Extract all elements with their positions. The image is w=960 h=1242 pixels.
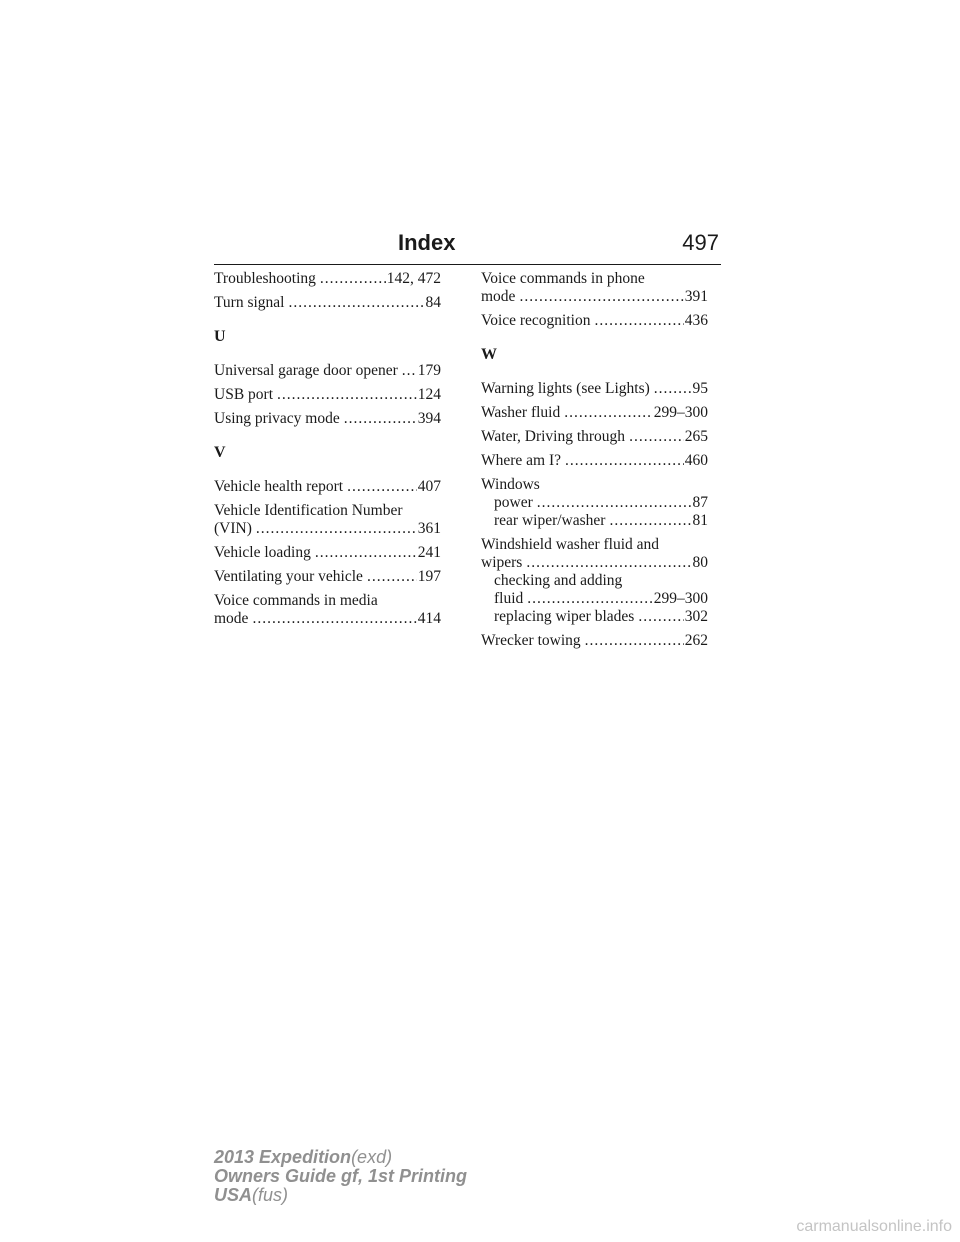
entry-page: 299–300 [653, 404, 708, 421]
entry-page: 414 [417, 610, 441, 627]
index-entry-vin [214, 502, 441, 538]
entry-page: 81 [692, 512, 708, 529]
entry-page: 299–300 [653, 590, 708, 607]
index-entry-wrecker-towing [481, 632, 708, 650]
index-column-right [481, 270, 708, 656]
entry-term: Vehicle loading [214, 544, 311, 561]
section-letter-w: W [481, 346, 497, 363]
entry-term: Warning lights (see Lights) [481, 380, 650, 397]
index-entry-privacy-mode [214, 410, 441, 428]
index-entry-voice-recognition [481, 312, 708, 330]
index-entry-garage-door-opener [214, 362, 441, 380]
footer-model: 2013 Expedition [214, 1147, 352, 1167]
entry-term: Water, Driving through [481, 428, 626, 445]
entry-term: USB port [214, 386, 273, 403]
index-subentry-checking [481, 590, 708, 608]
page-number: 497 [682, 230, 719, 255]
index-subentry-power [481, 494, 708, 512]
entry-page: 436 [684, 312, 708, 329]
leader-dots [527, 590, 652, 608]
leader-dots [564, 404, 653, 422]
index-entry-water-driving [481, 428, 708, 446]
section-letter-v: V [214, 444, 226, 461]
entry-term: mode [214, 610, 249, 627]
entry-page: 460 [684, 452, 708, 469]
page-header [214, 228, 721, 265]
leader-dots [585, 632, 684, 650]
leader-dots [519, 288, 683, 306]
entry-page: 407 [417, 478, 441, 495]
entry-page: 361 [417, 520, 441, 537]
footer-line-2 [214, 1167, 467, 1186]
index-entry-voice-phone [481, 270, 708, 306]
footer-line-3 [214, 1186, 467, 1205]
index-entry-vehicle-loading [214, 544, 441, 562]
entry-page: 241 [417, 544, 441, 561]
entry-page: 302 [684, 608, 708, 625]
leader-dots [594, 312, 683, 330]
entry-term: wipers [481, 554, 523, 571]
index-subentry-replacing-blades [481, 608, 708, 626]
entry-term: Where am I? [481, 452, 562, 469]
entry-term: (VIN) [214, 520, 252, 537]
leader-dots [344, 410, 417, 428]
entry-heading: Windows [481, 476, 540, 493]
entry-page: 124 [417, 386, 441, 403]
index-column-left [214, 270, 441, 634]
entry-page: 262 [684, 632, 708, 649]
leader-dots [609, 512, 691, 530]
index-entry-windows [481, 476, 708, 530]
entry-term-line: Vehicle Identification Number [214, 502, 403, 519]
entry-term: Vehicle health report [214, 478, 344, 495]
entry-term: rear wiper/washer [494, 512, 606, 529]
leader-dots [277, 386, 417, 404]
footer-market-code: (fus) [252, 1185, 289, 1205]
entry-page: 95 [692, 380, 708, 397]
entry-term: Ventilating your vehicle [214, 568, 363, 585]
index-entry-washer-fluid [481, 404, 708, 422]
entry-term: Universal garage door opener [214, 362, 398, 379]
index-entry-voice-media [214, 592, 441, 628]
leader-dots [565, 452, 684, 470]
leader-dots [526, 554, 691, 572]
leader-dots [320, 270, 386, 288]
leader-dots [315, 544, 417, 562]
index-entry-usb-port [214, 386, 441, 404]
entry-term: Wrecker towing [481, 632, 581, 649]
entry-page: 84 [425, 294, 441, 311]
entry-term: Voice recognition [481, 312, 591, 329]
entry-term: Using privacy mode [214, 410, 340, 427]
leader-dots [367, 568, 417, 586]
entry-term-line: checking and adding [494, 572, 623, 589]
entry-page: 87 [692, 494, 708, 511]
index-entry-turn-signal [214, 294, 441, 312]
footer-model-code: (exd) [351, 1147, 393, 1167]
leader-dots [288, 294, 424, 312]
index-entry-warning-lights [481, 380, 708, 398]
print-footer [214, 1148, 467, 1205]
index-entry-where-am-i [481, 452, 708, 470]
index-entry-ventilating [214, 568, 441, 586]
leader-dots [402, 362, 417, 380]
entry-page: 80 [692, 554, 708, 571]
index-entry-vehicle-health [214, 478, 441, 496]
leader-dots [654, 380, 692, 398]
entry-term: mode [481, 288, 516, 305]
leader-dots [256, 520, 417, 538]
leader-dots [537, 494, 692, 512]
watermark: carmanualsonline.info [796, 1218, 952, 1235]
entry-page: 142, 472 [386, 270, 441, 287]
entry-page: 394 [417, 410, 441, 427]
entry-page: 391 [684, 288, 708, 305]
entry-term-line: Voice commands in media [214, 592, 378, 609]
leader-dots [347, 478, 417, 496]
entry-term-line: Windshield washer fluid and [481, 536, 660, 553]
leader-dots [252, 610, 416, 628]
entry-page: 265 [684, 428, 708, 445]
entry-term: Washer fluid [481, 404, 561, 421]
section-letter-u: U [214, 328, 226, 345]
entry-term-line: Voice commands in phone [481, 270, 645, 287]
entry-term: fluid [494, 590, 524, 607]
entry-page: 179 [417, 362, 441, 379]
entry-page: 197 [417, 568, 441, 585]
index-entry-windshield [481, 536, 708, 626]
index-entry-troubleshooting [214, 270, 441, 288]
entry-term: Troubleshooting [214, 270, 316, 287]
footer-market: USA [214, 1185, 253, 1205]
entry-term: Turn signal [214, 294, 285, 311]
leader-dots [638, 608, 683, 626]
leader-dots [629, 428, 684, 446]
entry-term: replacing wiper blades [494, 608, 635, 625]
index-subentry-rear-wiper [481, 512, 708, 530]
page-title: Index [398, 230, 456, 255]
footer-guide: Owners Guide gf, 1st Printing [214, 1166, 468, 1186]
entry-term: power [494, 494, 533, 511]
footer-line-1 [214, 1148, 467, 1167]
